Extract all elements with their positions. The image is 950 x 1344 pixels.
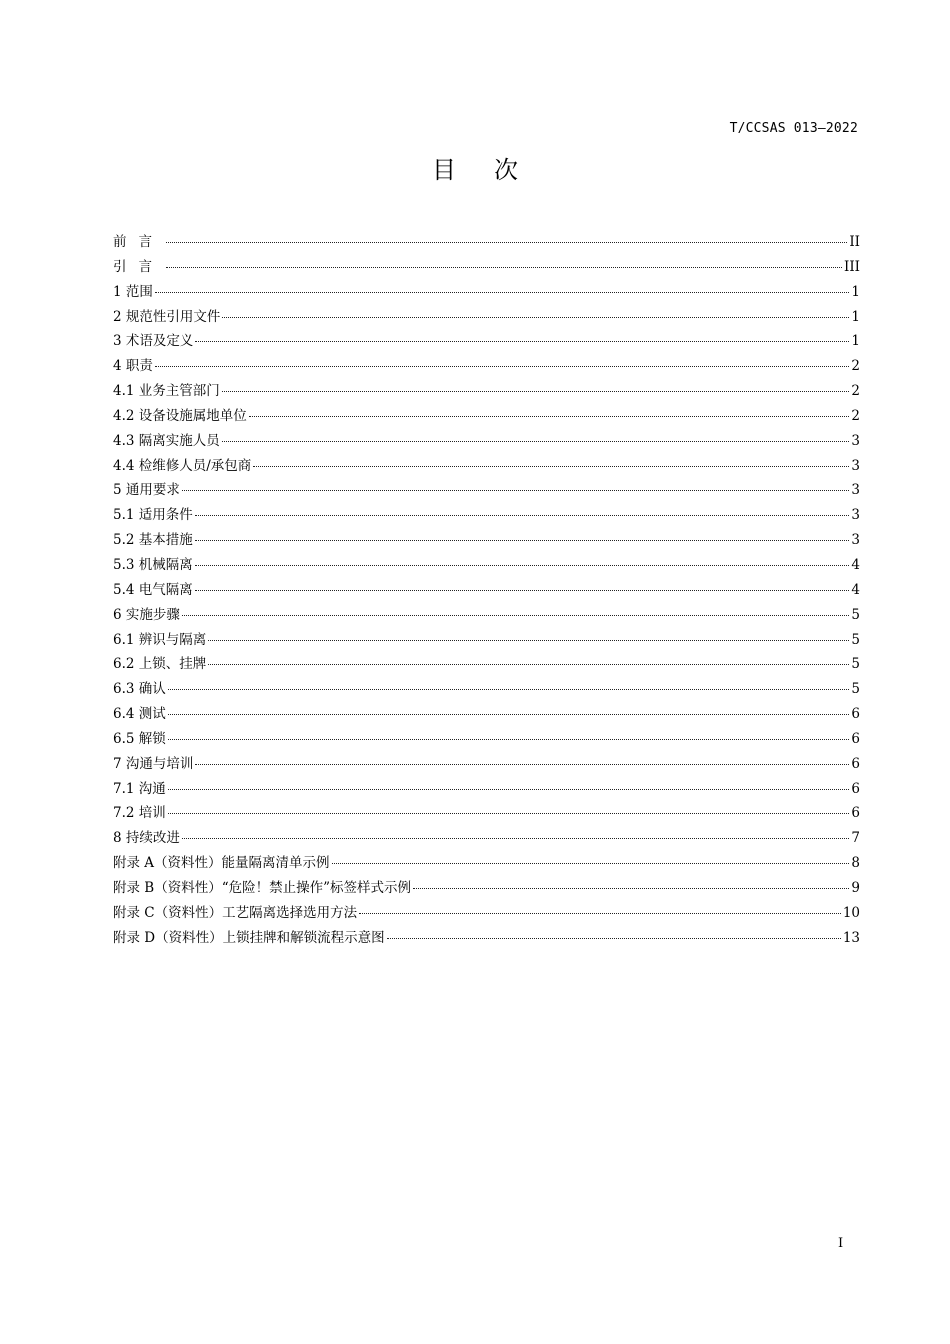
toc-entry[interactable] — [113, 851, 860, 876]
toc-entry[interactable] — [113, 379, 860, 404]
toc-entry-label: 6 实施步骤 — [113, 606, 180, 623]
toc-leader-dots — [195, 539, 850, 541]
toc-leader-dots — [208, 639, 849, 641]
toc-leader-dots — [332, 862, 850, 864]
toc-entry-page: 3 — [851, 482, 860, 499]
toc-leader-dots — [195, 589, 850, 591]
toc-entry-label: 引言 — [113, 258, 164, 275]
toc-leader-dots — [195, 763, 849, 765]
toc-entry-label: 附录 B（资料性）“危险！禁止操作”标签样式示例 — [113, 879, 412, 896]
toc-entry[interactable] — [113, 454, 860, 479]
toc-entry[interactable] — [113, 777, 860, 802]
toc-entry-label: 7.1 沟通 — [113, 780, 166, 797]
toc-leader-dots — [168, 738, 850, 740]
toc-leader-dots — [182, 489, 850, 491]
toc-entry-page: 5 — [851, 681, 860, 698]
toc-leader-dots — [208, 663, 849, 665]
toc-entry[interactable] — [113, 503, 860, 528]
toc-entry-label: 附录 D（资料性）上锁挂牌和解锁流程示意图 — [113, 929, 385, 946]
toc-entry[interactable] — [113, 702, 860, 727]
toc-entry-label: 6.1 辨识与隔离 — [113, 631, 207, 648]
toc-leader-dots — [222, 440, 850, 442]
toc-entry-page: 6 — [851, 780, 860, 797]
toc-entry-page: 6 — [851, 805, 860, 822]
toc-entry[interactable] — [113, 528, 860, 553]
toc-entry-label: 4 职责 — [113, 358, 153, 375]
toc-leader-dots — [195, 514, 850, 516]
toc-entry[interactable] — [113, 280, 860, 305]
toc-entry[interactable] — [113, 553, 860, 578]
toc-entry-label: 6.5 解锁 — [113, 730, 166, 747]
toc-leader-dots — [222, 316, 849, 318]
toc-entry[interactable] — [113, 652, 860, 677]
toc-leader-dots — [182, 614, 850, 616]
document-code: T/CCSAS 013—2022 — [729, 121, 858, 136]
toc-entry[interactable] — [113, 429, 860, 454]
toc-entry-page: 2 — [851, 407, 860, 424]
toc-entry-label: 5.2 基本措施 — [113, 532, 193, 549]
toc-entry-page: 10 — [842, 904, 860, 921]
toc-entry-page: 1 — [851, 308, 860, 325]
toc-entry-label: 5 通用要求 — [113, 482, 180, 499]
toc-leader-dots — [359, 912, 841, 914]
toc-entry-page: 2 — [851, 383, 860, 400]
toc-leader-dots — [168, 713, 850, 715]
toc-entry-page: 9 — [851, 879, 860, 896]
toc-leader-dots — [168, 688, 850, 690]
toc-entry-page: 3 — [851, 432, 860, 449]
toc-entry-label: 5.3 机械隔离 — [113, 556, 193, 573]
toc-entry-label: 4.1 业务主管部门 — [113, 383, 220, 400]
toc-entry-label: 6.4 测试 — [113, 706, 166, 723]
toc-leader-dots — [222, 390, 850, 392]
toc-entry-label: 4.2 设备设施属地单位 — [113, 407, 247, 424]
page-title: 目次 — [432, 156, 556, 184]
toc-entry-page: 3 — [851, 457, 860, 474]
toc-entry-page: 6 — [851, 706, 860, 723]
toc-entry[interactable] — [113, 677, 860, 702]
toc-entry-page: 2 — [851, 358, 860, 375]
toc-entry-label: 5.4 电气隔离 — [113, 581, 193, 598]
table-of-contents — [113, 230, 860, 950]
toc-entry-page: 7 — [851, 830, 860, 847]
toc-leader-dots — [387, 937, 841, 939]
toc-leader-dots — [413, 887, 849, 889]
toc-entry[interactable] — [113, 255, 860, 280]
toc-entry-label: 4.4 检维修人员/承包商 — [113, 457, 252, 474]
toc-leader-dots — [166, 266, 842, 268]
toc-entry-page: 5 — [851, 656, 860, 673]
toc-entry[interactable] — [113, 727, 860, 752]
toc-entry-page: 6 — [851, 755, 860, 772]
toc-entry[interactable] — [113, 826, 860, 851]
toc-entry-page: 1 — [851, 333, 860, 350]
toc-entry[interactable] — [113, 404, 860, 429]
toc-entry-label: 5.1 适用条件 — [113, 507, 193, 524]
toc-leader-dots — [155, 365, 850, 367]
toc-entry-page: II — [849, 234, 860, 250]
toc-entry[interactable] — [113, 926, 860, 951]
toc-entry-page: 8 — [851, 855, 860, 872]
toc-entry[interactable] — [113, 603, 860, 628]
toc-entry-label: 6.2 上锁、挂牌 — [113, 656, 207, 673]
toc-entry-page: 3 — [851, 532, 860, 549]
toc-entry-page: 6 — [851, 730, 860, 747]
toc-entry[interactable] — [113, 901, 860, 926]
toc-entry[interactable] — [113, 305, 860, 330]
toc-leader-dots — [249, 415, 850, 417]
toc-entry[interactable] — [113, 578, 860, 603]
toc-leader-dots — [166, 241, 847, 243]
toc-entry[interactable] — [113, 752, 860, 777]
toc-entry-page: 13 — [842, 929, 860, 946]
toc-entry-page: 4 — [851, 556, 860, 573]
toc-entry[interactable] — [113, 478, 860, 503]
toc-entry[interactable] — [113, 230, 860, 255]
toc-entry[interactable] — [113, 628, 860, 653]
toc-entry-page: 5 — [851, 631, 860, 648]
toc-leader-dots — [182, 837, 850, 839]
toc-entry-page: 1 — [851, 283, 860, 300]
toc-entry-label: 2 规范性引用文件 — [113, 308, 221, 325]
toc-entry-label: 附录 A（资料性）能量隔离清单示例 — [113, 855, 330, 872]
toc-leader-dots — [168, 788, 850, 790]
page-number: I — [838, 1236, 844, 1251]
toc-entry-label: 前言 — [113, 234, 164, 250]
toc-leader-dots — [195, 340, 849, 342]
toc-entry-page: 4 — [851, 581, 860, 598]
toc-entry-label: 附录 C（资料性）工艺隔离选择选用方法 — [113, 904, 358, 921]
toc-entry[interactable] — [113, 329, 860, 354]
toc-entry-label: 8 持续改进 — [113, 830, 180, 847]
toc-entry[interactable] — [113, 354, 860, 379]
toc-entry-page: 5 — [851, 606, 860, 623]
toc-leader-dots — [155, 291, 850, 293]
toc-entry-page: III — [844, 258, 860, 275]
toc-entry-label: 7.2 培训 — [113, 805, 166, 822]
toc-leader-dots — [253, 465, 849, 467]
toc-entry-label: 1 范围 — [113, 283, 153, 300]
toc-entry-label: 4.3 隔离实施人员 — [113, 432, 220, 449]
toc-entry-label: 7 沟通与培训 — [113, 755, 194, 772]
toc-leader-dots — [168, 812, 850, 814]
toc-entry-label: 6.3 确认 — [113, 681, 166, 698]
toc-entry[interactable] — [113, 801, 860, 826]
toc-leader-dots — [195, 564, 850, 566]
toc-entry-page: 3 — [851, 507, 860, 524]
toc-entry-label: 3 术语及定义 — [113, 333, 194, 350]
toc-entry[interactable] — [113, 876, 860, 901]
